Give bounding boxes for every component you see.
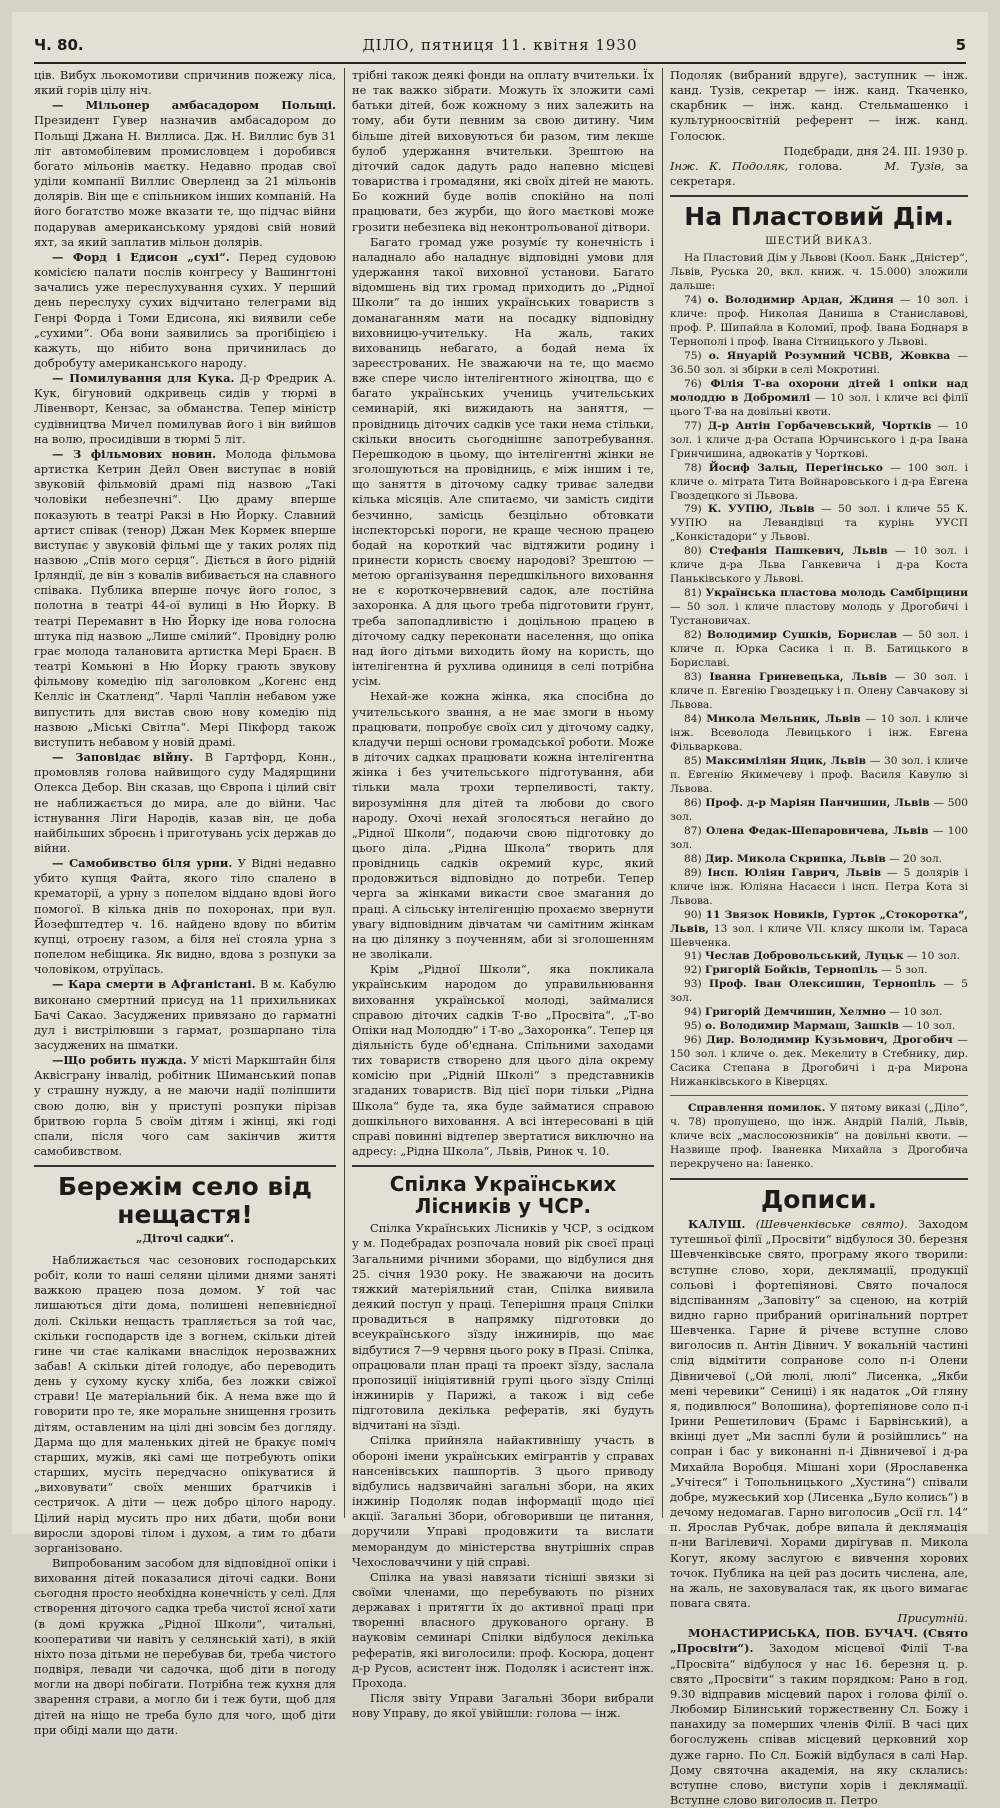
issue-number: Ч. 80. — [34, 36, 84, 54]
donation-entry: 91) Чеслав Добровольський, Луцьк — 10 зол. — [684, 950, 960, 963]
donation-entry: 95) о. Володимир Мармаш, Зашків — 10 зол. — [684, 1020, 956, 1033]
article-headline: Бережім село від нещастя! — [58, 1172, 312, 1229]
paragraph: Наближається час сезонових господарських робіт, коли то наші селяни цілими днями заняті важкою працею поза домом. У той час лишаються діти дома, полишені непевнієдної долі. Скільки нещасть трапляється за той час, скільки господарств іде з вогнем, скільки дітей гине чи стає каліками внаслідок нерозважних забав! А скільки дітей голодує, або переводить день у сухому куску хліба, без ложки свіжої страви! Це матеріальний бік. А нема вже що й говорити про те, яке моральне знищення грозить дітям, оставленим на цілі дні зовсім без догляду. Дарма що для маленьких дітей не бракує поміч старших, мужів, які самі ще потребують опіки старших, мусіть передчасно опікуватися й „виховувати“ своїх менших братчиків і сестричок. А діти — цеж добро цілого народу. Цілий нарід мусить про них дбати, щоби вони виросли здорові тілом і духом, а тим то дбати зорганізовано. — [34, 1252, 336, 1555]
paragraph: Багато громад уже розумі́є ту конечність і наладнало або наладнує відповідні умови для удержання такої виховної установи. Багато відомшень від тих громад приходить до „Рідної Школи“ та до інших українських товариств з доманаганням мати на посадку відповідну виховницю-учительку. На жаль, таких вихованиць небагато, а бодай нема їх зареєстрованих. Не зважаючи на те, що маємо вже спере число інтелігентного жіноцтва, що є багато українських учениць учительських семинарій, які вижидають на заняття, — провідниць діточих садків усе таки нема стільки, скільки вносить сьогоднішнє запотребування. Перешкодою в цьому, що інтелігентні жінки не зголошуються на провідниць, є між іншим і те, що заняття в діточому садку триває заледви кілька місяців. Але спитаємо, чи замість сидіти безчинно, замісць безцільно обтовкати інспекторські пороги, не краще чесною працею бодай на короткий час відтяжити родину і принести користь своєму народові? Зрештою — метою організування передшкільного виховання не є короткочервневий садок, але постійна захоронка. А для цього треба підготовити ґрунт, треба запопадливістю і доцільною працею в діточому садку переконати населення, що опіка над його дітьми виходить йому на користь, що інтелігентна й рухлива одиниця в селі потрібна усім. — [352, 234, 654, 689]
donation-entry: 84) Микола Мельник, Львів — 10 зол. і кличе інж. Всеволода Левицького і інж. Евгена Фільваркова. — [670, 713, 968, 753]
paragraph: Нехай-же кожна жінка, яка спосібна до учительського звання, а не має змоги в ньому працювати, попробує своїх сил у діточому садку, кладучи перші основи громадської роботи. Може в діточих садках працювати кожна інтелігентна жінка і без учительського підготування, аби тільки мала трохи терпеливості, такту, вирозуміння для дітей та любови до свого народу. Охочі нехай зголосяться негайно до „Рідної Школи“, подаючи свою підготовку до цього діла. „Рідна Школа“ творить для провідниць садків окремий курс, який продовжиться відповідно до потреби. Тепер черга за жінками викасти свое змагання до праці. А сільську інтелігенцію прохаємо звернути увагу відповідним дівчатам чи самітним жінкам на цю ділянку з поученням, аби зі зголошенням не зволікали. — [352, 689, 654, 962]
column-1 — [34, 68, 336, 1737]
paragraph: Спілка Українських Лісників у ЧСР, з осідком у м. Подебрадах розпочала новий рік своєї праці Загальними річними зборами, що відбулися дня 25. січня 1930 року. Не зважаючи на досить тяжкий матеріяльний стан, Спілка виявила деякий поступ у праці. Теперішня праця Спілки провадиться в напрямку підготовки до всеукраїнського зїзду інжинирів, що має відбутися 7—9 червня цього року в Празі. Спілка, опрацювали план праці та проект зїзду, заслала пропозиції ініціятивній групі цього зїзду Спілці інжинирів у Парижі, а також і від себе підготовила декілька рефератів, які будуть відчитані на зїзді. — [352, 1221, 654, 1433]
news-item: — З фільмових новин. Молода фільмова артистка Кетрин Дейл Овен виступає в новій звуковій фільмовій драмі під назвою „Такі чоловіки небезпечні“. Цю драму вперше показують в театрі Ракзі в Ню Йорку. Славний артист співак (тенор) Джан Мек Кормек вперше виступає у звуковій фільмі ще у таких ролях під назвою „Спів мого серця“. Діється в його рідній Ірляндії, де він з ковалів вибивається на славного співака. Публика вперше почує його голос, з полотна в театрі 44-ої вулиці в Ню Йорку. В театрі Перемавнт в Ню Йорку іде нова голосна штука під назвою „Лише смілий“. Провідну ролю грає молода талановита артистка Мері Браєн. В театрі Комьюні в Ню Йорку грають звукову фільмову комедію під заголовком „Когенс енд Келліс ін Скатленд“. Чарлі Чаплін небавом уже випустить для вистав свою нову комедію під назвою „Міські Світла“. Мері Пікфорд також виступить небавом у новій драмі. — [34, 446, 336, 749]
donation-entry: 86) Проф. д-р Маріян Панчишин, Львів — 500 зол. — [670, 796, 968, 823]
paragraph: Випробованим засобом для відповідної опіки і виховання дітей показалися діточі садки. Вони сьогодня просто необхідна конечність у селі. Для створення діточого садка треба чистої ясної хати (в домі кружка „Рідної Школи“, читальні, кооперативи чи навіть у селянській хаті), в якій ніхто поза дітьми не перебував би, треба чистого подвіря, левади чи садочка, щоб діти в погоду могли на дворі побігати. Потрібна теж кухня для зварення страви, а могло би і теж бути, щоб для дітей на ніщо не треба було для чого, щоб діти при обіді мали що дати. — [34, 1556, 336, 1737]
donation-entry: 88) Дир. Микола Скрипка, Львів — 20 зол. — [684, 852, 943, 865]
news-item: — Заповідає війну. В Гартфорд, Конн., промовляв голова найвищого суду Мадярщини Олекса Дебор. Він сказав, що Європа і цілий світ не наближається до мира, але до війни. Час істнування Ліги Народів, казав він, це доба найбільших зброєнь і приготувань усіх держав до війни. — [34, 750, 336, 855]
donation-list — [670, 252, 968, 1090]
article-headline: На Пластовий Дім. — [684, 202, 954, 232]
news-item: — Помилування для Кука. Д-р Фредрик А. Кук, бігуновий одкривець сидів у тюрмі в Лівенворт, Кензас, за обманства. Тепер міністр судівництва Мичел помилував його і він вийшов на волю, просидівши в тюрмі 5 літ. — [34, 371, 336, 446]
donation-entry: 90) 11 Звязок Новиків, Гурток „Стокоротка“, Львів, 13 зол. і кличе VII. клясу школи ім. Тараса Шевченка. — [670, 908, 968, 949]
news-item: — Мільонер амбасадором Польщі. Президент Гувер назначив амбасадором до Польщі Джана Н. Виллиса. Дж. Н. Виллис був 31 літ автомобілевим промисловцем і доробився богато мільонів маєтку. Недавно продав свої уділи компанії Виллис Оверленд за 21 мільонів долярів. Він ще є спільником інших компаній. На його богатство може вказати те, що підчас війни подарував американському урядові свій новий яхт, за який заплатив мільон долярів. — [34, 98, 336, 249]
page-header — [34, 32, 966, 64]
signature: Присутній. — [897, 1611, 968, 1626]
donation-entry: 94) Григорій Демчишин, Хелмно — 10 зол. — [684, 1006, 943, 1019]
section-divider — [670, 195, 968, 197]
donation-entry: 77) Д-р Антін Горбачевський, Чортків — 10 зол. і кличе д-ра Остапа Юрчинського і д-ра Івана Гринчишина, адвокатів у Чорткові. — [670, 419, 968, 460]
paragraph: трібні також деякі фонди на оплату вчительки. Їх не так важко зібрати. Можуть їх зложити самі батьки дітей, бож кожному з них залежить на тому, аби бути певним за свою дитину. Чим більше дітей виховуються би разом, тим лекше булоб удержання вчительки. Зрештою на діточий садок дадуть радо напевно місцеві товариства і громадяни, які своїх дітей не мають. Бо кожний буде волів спокійно на полі працювати, без журби, що його маєткові може грозити небезпека від неконтрольованої дітвори. — [352, 68, 654, 234]
article-headline: Дописи. — [760, 1184, 878, 1214]
donation-entry: 96) Дир. Володимир Кузьмович, Дрогобич — 150 зол. і кличе о. дек. Мекелиту в Стебнику, дир. Сасика Степана в Дрогобичі і д-ра Мирона Нижанківського в Ківерцях. — [670, 1034, 969, 1089]
donation-entry: 93) Проф. Іван Олексишин, Тернопіль — 5 зол. — [670, 978, 968, 1005]
section-divider — [352, 1165, 654, 1167]
paragraph: Після звіту Управи Загальні Збори вибрали нову Управу, до якої увійшли: голова — інж. — [352, 1691, 654, 1721]
donation-entry: 87) Олена Федак-Шепаровичева, Львів — 100 зол. — [670, 824, 969, 851]
donation-entry: 85) Максиміліян Яцик, Львів — 30 зол. і кличе п. Евгенію Якимечеву і проф. Василя Кавулю зі Львова. — [670, 754, 968, 795]
masthead-line: ДІЛО, пятниця 11. квітня 1930 — [362, 36, 638, 54]
paragraph: Крім „Рідної Школи“, яка покликала українським народом до управильнювання виховання української молоді, займалися справою діточих садків Т-во „Просвіта“, „Т-во Опіки над Молоддю“ і Т-во „Захоронка“. Тепер ця діяльність буде об'єднана. Спільними заходами тих товариств створено для цього діла окрему комісію при „Рідній Школі“ з представників згаданих товариств. Від цієї пори тільки „Рідна Школа“ буде та, яка буде займатися справою дошкільного виховання. А всі інтересовані в цій справі повинні відтепер звертатися виключно на адресу: „Рідна Школа“, Львів, Ринок ч. 10. — [352, 962, 654, 1159]
article-subheadline: ШЕСТИЙ ВИКАЗ. — [765, 235, 873, 247]
column-rule — [344, 68, 345, 1518]
letter: КАЛУШ. (Шевченківське свято). Заходом тутешньої філії „Просвіти“ відбулося 30. березня Шевченківське свято, програму якого творили: вступне слово, хори, деклямації, продукції сольові і фортепіянові. Свято почалося відспіванням „Заповіту“ за сценою, на котрій видно гарно прибраний оригінальний портрет Шевченка. Гарне й річеве вступне слово виголосив п. Антін Дівнич. У вокальній частині слід відмітити сопранове соло п-і Олени Дівничевої („Ой люлі, люлі“ Лисенка, „Якби мені черевики“ Сениці) і як надаток „Ой гляну я, подивлюся“ Волошина), фортепіянове соло п-і Ірини Решетилович (Брамс і Барвінський), а вкінці дует „Ми засплі були й розійшлись“ на сопран і бас у виконанні п-і Дівничевої і д-ра Михайла Воробця. Мішані хори (Ярославенка „Учітеся“ і Топольницького „Хустина“) співали добре, мужеський хор (Лисенка „Було колись“) в дечому недомагав. Гарно виголосив „Осії гл. 14“ п. Ярослав Рубчак, добре випала й деклямація п-ни Вагілевичі. Хорами дирігував п. Микола Когут, якому заслугою є вивчення хорових точок. Публика на цей раз досить числена, але, на жаль, не заховувалася так, як цього вимагає повага свята. — [670, 1217, 969, 1610]
column-rule — [662, 68, 663, 1518]
paragraph: ців. Вибух льокомотиви спричинив пожежу ліса, який горів цілу ніч. — [34, 68, 336, 98]
signatures: Інж. К. Подоляк, голова. М. Тузів, за секретаря. — [670, 158, 969, 189]
donation-entry: 76) Філія Т-ва охорони дітей і опіки над молоддю в Добромилі — 10 зол. і кличе всі філії цього Т-ва на довільні квоти. — [670, 377, 968, 418]
donation-entry: 89) Інсп. Юліян Гаврич, Львів — 5 долярів і кличе інж. Юліяна Насаєси і інсп. Петра Кота зі Львова. — [670, 866, 968, 907]
section-divider — [670, 1095, 968, 1096]
paragraph: На Пластовий Дім у Львові (Коол. Банк „Дністер“, Львів, Руська 20, вкл. книж. ч. 15.000) зложили дальше: — [670, 252, 968, 292]
newspaper-page — [12, 12, 988, 1807]
paragraph: Подоляк (вибраний вдруге), заступник — інж. канд. Тузів, секретар — інж. канд. Ткаченко, скарбник — інж. канд. Стельмашенко і культурноосвітній референт — інж. канд. Голосюк. — [670, 68, 968, 143]
donation-entry: 75) о. Януарій Розумний ЧСВВ, Жовква — 36.50 зол. зі збірки в селі Мокротині. — [670, 349, 968, 376]
correction-note: Справлення помилок. У пятому виказі („Діло“, ч. 78) пропущено, що інж. Андрій Палій, Львів, кличе всіх „маслосоюзників“ на довільні квоти. — Назвище проф. Іваненка Михайла з Дрогобича перекручено на: Іаненко. — [670, 1102, 968, 1171]
paragraph: Спілка на увазі навязати тісніші звязки зі своїми членами, що перебувають по різних державах і притягти їх до активної праці при творенні власного друкованого органу. В науковім семинарі Спілки відбулося декілька рефератів, які виголосили: проф. Косюра, доцент д-р Русов, асистент інж. Подоляк і асистент інж. Прохода. — [352, 1569, 654, 1690]
donation-entry: 79) К. УУПЮ, Львів — 50 зол. і кличе 55 К. УУПЮ на Левандівці та курінь УУСП „Конкістадори“ у Львові. — [670, 503, 968, 544]
donation-entry: 74) о. Володимир Ардан, Ждиня — 10 зол. і кличе: проф. Николая Даниша в Станиславові, проф. Р. Шипайла в Коломиї, проф. Івана Боднаря в Тернополі і проф. Івана Сітницького у Львові. — [670, 293, 968, 348]
article-subheadline: „Діточі садки“. — [136, 1232, 234, 1246]
donation-entry: 80) Стефанія Пашкевич, Львів — 10 зол. і кличе д-ра Льва Ганкевича і д-ра Коста Паньківського у Львові. — [670, 545, 969, 586]
column-3 — [670, 68, 969, 1807]
paragraph: Спілка прийняла найактивнішу участь в обороні імени українських емігрантів у справах нансенівських пашпортів. З цього приводу відбулись надзвичайні загальні збори, на яких інжинір Подоляк подав інформації щодо цієї акції. Загальні Збори, обговоривши це питання, доручили Управі продовжити та вислати меморандум до міністерства внутрішніх справ Чехословаччини у цій справі. — [352, 1433, 654, 1569]
letter: МОНАСТИРИСЬКА, ПОВ. БУЧАЧ. (Свято „Просвіти“). Заходом місцевої Філії Т-ва „Просвіта“ відбулося у нас 16. березня ц. р. свято „Просвіти“ з таким порядком: Рано в год. 9.30 відправив місцевий парох і голова філії о. Любомир Білинський торжественну Сл. Божу і панахиду за померших членів Філії. В часі цих богослужень співав місцевий церковний хор дуже гарно. По Сл. Божій відбулася в салі Нар. Дому святочна академія, на яку склались: вступне слово, виступи хорів і деклямації. Вступне слово виголосив п. Петро — [670, 1626, 968, 1807]
donation-entry: 81) Українська пластова молодь Самбірщини — 50 зол. і кличе пластову молодь у Дрогобичі і Тустановичах. — [670, 587, 968, 628]
donation-entry: 83) Іванна Гриневецька, Львів — 30 зол. і кличе п. Евгенію Гвоздецьку і п. Олену Савчакову зі Львова. — [670, 671, 968, 712]
donation-entry: 78) Йосиф Зальц, Перегінсько — 100 зол. і кличе о. мітрата Тита Войнаровського і д-ра Евгена Гвоздецкого зі Львова. — [670, 461, 969, 502]
page-number: 5 — [955, 36, 966, 54]
news-item: —Що робить нужда. У місті Маркштайн біля Аквісграну інвалід, робітник Шиманський попав у страшну нужду, а не маючи надії поліпшити свою долю, він у приступі розпуки пірізав бритвою горла 5 своїм дітям і жінці, які годі спали, після чого сам закінчив життя самобивством. — [34, 1053, 336, 1159]
article-headline: Спілка Українських Лісників у ЧСР. — [389, 1172, 617, 1219]
news-item: — Форд і Едисон „сухі“. Перед судовою комісією палати послів конгресу у Вашингтоні зачались уже переслухування сухих. У перший день переслуху сухих відчитано телеграми від Генрі Форда і Томи Едисона, які виявили себе „сухими“. Оба вони заявились за прогібіцією і кажуть, що нібито вона причинилась до добробуту американського народу. — [34, 249, 336, 370]
news-item: — Кара смерти в Афганістані. В м. Кабулю виконано смертний присуд на 11 прихильниках Бачі Сакао. Засуджених привязано до гарматні дул і вистрілювши з гармат, розшарпано тіла засуджених на шматки. — [34, 977, 336, 1052]
news-item: — Самобивство біля урни. У Відні недавно убито купця Файта, якого тіло спалено в крематорії, а урну з попелом віддано вдові його помогої. В кілька днів по похоронах, при вул. Йозефштедтер ч. 16. найдено вдову по вбитім купці, отроєну газом, а біля неї стояла урна з попелом небіщика. Як видно, вдова з розпуки за чоловіком, отруїлась. — [34, 856, 336, 977]
column-2 — [352, 68, 654, 1721]
section-divider — [670, 1178, 968, 1180]
donation-entry: 82) Володимир Сушків, Борислав — 50 зол. і кличе п. Юрка Сасика і п. В. Батицького в Бориславі. — [670, 629, 969, 670]
dateline: Подєбради, дня 24. ІІІ. 1930 р. — [783, 143, 968, 158]
section-divider — [34, 1165, 336, 1167]
donation-entry: 92) Григорій Бойків, Тернопіль — 5 зол. — [684, 964, 928, 977]
